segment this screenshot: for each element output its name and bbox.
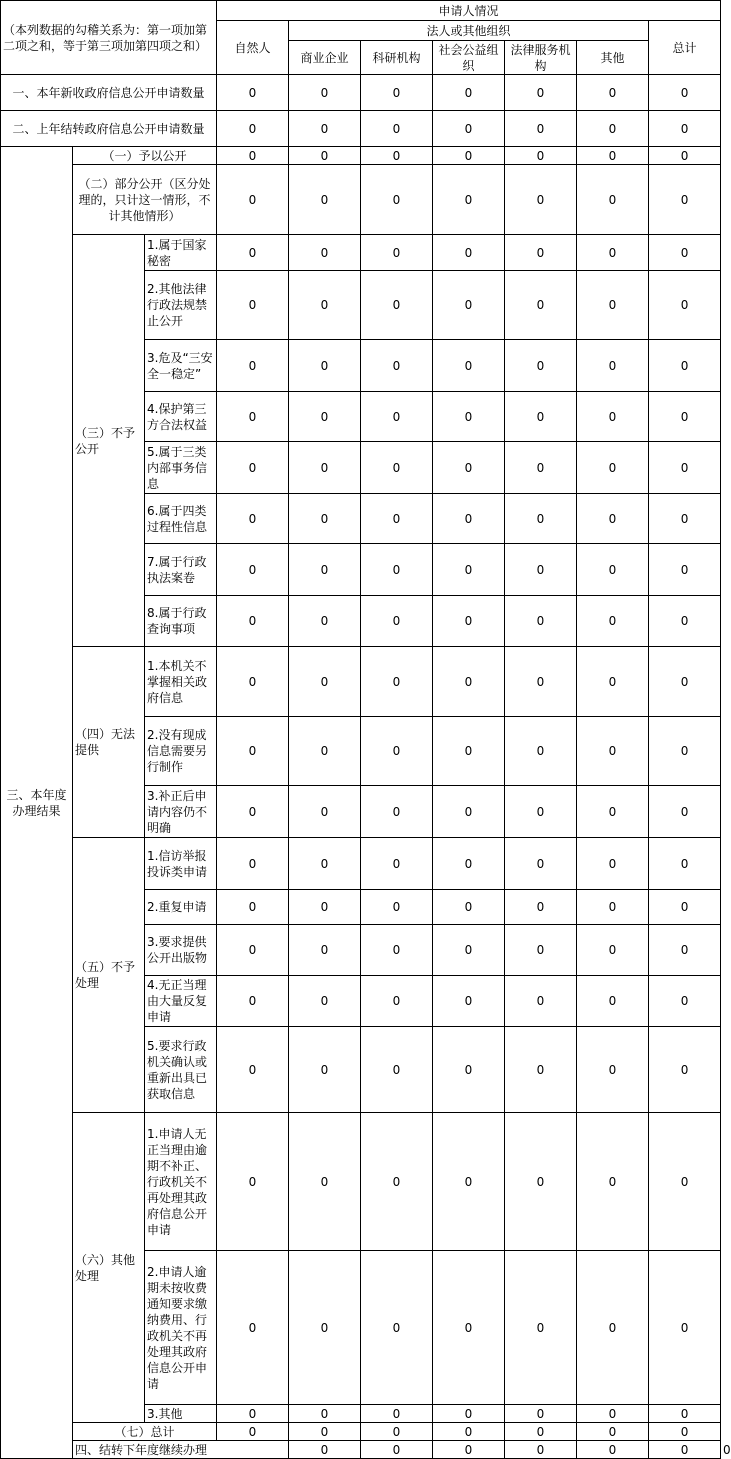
sub-label: 5.属于三类内部事务信息 xyxy=(145,442,217,494)
cell-value: 0 xyxy=(361,544,433,596)
row-g6-1 xyxy=(1,1113,721,1251)
cell-value: 0 xyxy=(505,890,577,925)
cell-value: 0 xyxy=(577,147,649,165)
header-legal-service: 法律服务机构 xyxy=(505,41,577,75)
cell-value: 0 xyxy=(577,838,649,890)
cell-value: 0 xyxy=(577,494,649,544)
cell-value: 0 xyxy=(577,111,649,147)
group-label: （五）不予处理 xyxy=(73,838,145,1113)
cell-value: 0 xyxy=(361,925,433,976)
row-g4-1 xyxy=(1,647,721,717)
cell-value: 0 xyxy=(217,271,289,340)
sub-label: 5.要求行政机关确认或重新出具已获取信息 xyxy=(145,1027,217,1113)
cell-value: 0 xyxy=(217,147,289,165)
cell-value: 0 xyxy=(505,235,577,271)
cell-value: 0 xyxy=(217,235,289,271)
cell-value: 0 xyxy=(289,1113,361,1251)
header-public-welfare: 社会公益组织 xyxy=(433,41,505,75)
sub-label: 3.要求提供公开出版物 xyxy=(145,925,217,976)
cell-value: 0 xyxy=(649,442,721,494)
cell-value: 0 xyxy=(649,838,721,890)
cell-value: 0 xyxy=(433,786,505,838)
cell-value: 0 xyxy=(289,271,361,340)
sub-label: 2.重复申请 xyxy=(145,890,217,925)
section-label: 四、结转下年度继续办理 xyxy=(73,1441,289,1459)
cell-value: 0 xyxy=(433,235,505,271)
sub-label: 1.本机关不掌握相关政府信息 xyxy=(145,647,217,717)
cell-value: 0 xyxy=(577,544,649,596)
cell-value: 0 xyxy=(217,717,289,786)
header-natural-person: 自然人 xyxy=(217,21,289,75)
cell-value: 0 xyxy=(361,147,433,165)
cell-value: 0 xyxy=(217,838,289,890)
cell-value: 0 xyxy=(217,1113,289,1251)
cell-value: 0 xyxy=(361,838,433,890)
cell-value: 0 xyxy=(361,165,433,235)
cell-value: 0 xyxy=(433,442,505,494)
cell-value: 0 xyxy=(433,392,505,442)
cell-value: 0 xyxy=(433,340,505,392)
sub-label: 4.保护第三方合法权益 xyxy=(145,392,217,442)
cell-value: 0 xyxy=(289,717,361,786)
cell-value: 0 xyxy=(505,1405,577,1423)
cell-value: 0 xyxy=(361,786,433,838)
cell-value: 0 xyxy=(577,442,649,494)
cell-value: 0 xyxy=(433,647,505,717)
cell-value: 0 xyxy=(289,147,361,165)
cell-value: 0 xyxy=(217,976,289,1027)
cell-value: 0 xyxy=(361,1113,433,1251)
cell-value: 0 xyxy=(289,111,361,147)
sub-label: 3.其他 xyxy=(145,1405,217,1423)
cell-value: 0 xyxy=(217,165,289,235)
cell-value: 0 xyxy=(217,647,289,717)
cell-value: 0 xyxy=(649,717,721,786)
row-g1 xyxy=(1,147,721,165)
cell-value: 0 xyxy=(361,271,433,340)
section-label: 三、本年度办理结果 xyxy=(1,147,73,1459)
cell-value: 0 xyxy=(649,596,721,647)
header-other: 其他 xyxy=(577,41,649,75)
row-g2 xyxy=(1,165,721,235)
cell-value: 0 xyxy=(505,976,577,1027)
cell-value: 0 xyxy=(289,1251,361,1405)
cell-value: 0 xyxy=(577,1027,649,1113)
cell-value: 0 xyxy=(361,1251,433,1405)
cell-value: 0 xyxy=(649,1423,721,1441)
cell-value: 0 xyxy=(433,976,505,1027)
sub-label: 3.危及“三安全一稳定” xyxy=(145,340,217,392)
sub-label: 1.申请人无正当理由逾期不补正、行政机关不再处理其政府信息公开申请 xyxy=(145,1113,217,1251)
cell-value: 0 xyxy=(649,925,721,976)
cell-value: 0 xyxy=(433,75,505,111)
cell-value: 0 xyxy=(289,1027,361,1113)
cell-value: 0 xyxy=(505,1113,577,1251)
row-g7 xyxy=(1,1423,721,1441)
sub-label: 1.属于国家秘密 xyxy=(145,235,217,271)
cell-value: 0 xyxy=(505,925,577,976)
group-label: （七）总计 xyxy=(73,1423,217,1441)
cell-value: 0 xyxy=(361,596,433,647)
cell-value: 0 xyxy=(289,647,361,717)
cell-value: 0 xyxy=(289,392,361,442)
cell-value: 0 xyxy=(217,442,289,494)
sub-label: 2.申请人逾期未按收费通知要求缴纳费用、行政机关不再处理其政府信息公开申请 xyxy=(145,1251,217,1405)
sub-label: 1.信访举报投诉类申请 xyxy=(145,838,217,890)
cell-value: 0 xyxy=(361,75,433,111)
cell-value: 0 xyxy=(649,1027,721,1113)
cell-value: 0 xyxy=(433,1441,505,1459)
cell-value: 0 xyxy=(649,1251,721,1405)
cell-value: 0 xyxy=(649,1113,721,1251)
cell-value: 0 xyxy=(577,235,649,271)
cell-value: 0 xyxy=(361,1027,433,1113)
cell-value: 0 xyxy=(505,1423,577,1441)
cell-value: 0 xyxy=(217,494,289,544)
sub-label: 7.属于行政执法案卷 xyxy=(145,544,217,596)
cell-value: 0 xyxy=(433,1423,505,1441)
cell-value: 0 xyxy=(505,717,577,786)
cell-value: 0 xyxy=(505,647,577,717)
cell-value: 0 xyxy=(289,925,361,976)
cell-value: 0 xyxy=(217,75,289,111)
group-label: （六）其他处理 xyxy=(73,1113,145,1423)
cell-value: 0 xyxy=(289,75,361,111)
cell-value: 0 xyxy=(577,717,649,786)
cell-value: 0 xyxy=(433,111,505,147)
cell-value: 0 xyxy=(433,1027,505,1113)
cell-value: 0 xyxy=(361,340,433,392)
row-g3-1 xyxy=(1,235,721,271)
row-s4: 四、结转下年度继续办理 0 0 0 0 0 0 0 xyxy=(1,1441,721,1459)
group-label: （四）无法提供 xyxy=(73,647,145,838)
cell-value: 0 xyxy=(649,647,721,717)
cell-value: 0 xyxy=(577,925,649,976)
cell-value: 0 xyxy=(577,1423,649,1441)
header-note: （本列数据的勾稽关系为：第一项加第二项之和，等于第三项加第四项之和） xyxy=(1,1,217,75)
cell-value: 0 xyxy=(433,890,505,925)
cell-value: 0 xyxy=(505,1027,577,1113)
cell-value: 0 xyxy=(361,392,433,442)
cell-value: 0 xyxy=(649,340,721,392)
cell-value: 0 xyxy=(577,976,649,1027)
sub-label: 6.属于四类过程性信息 xyxy=(145,494,217,544)
cell-value: 0 xyxy=(577,786,649,838)
cell-value: 0 xyxy=(505,147,577,165)
cell-value: 0 xyxy=(505,165,577,235)
header-legal-org: 法人或其他组织 xyxy=(289,21,649,41)
cell-value: 0 xyxy=(217,1405,289,1423)
cell-value: 0 xyxy=(505,271,577,340)
cell-value: 0 xyxy=(433,925,505,976)
cell-value: 0 xyxy=(433,494,505,544)
cell-value: 0 xyxy=(433,147,505,165)
cell-value: 0 xyxy=(217,1423,289,1441)
cell-value: 0 xyxy=(577,1113,649,1251)
cell-value: 0 xyxy=(289,165,361,235)
row-s2 xyxy=(1,111,721,147)
cell-value: 0 xyxy=(361,717,433,786)
cell-value: 0 xyxy=(577,647,649,717)
cell-value: 0 xyxy=(289,544,361,596)
cell-value: 0 xyxy=(361,235,433,271)
cell-value: 0 xyxy=(433,1251,505,1405)
cell-value: 0 xyxy=(289,1423,361,1441)
cell-value: 0 xyxy=(361,442,433,494)
cell-value: 0 xyxy=(217,1251,289,1405)
cell-value: 0 xyxy=(433,717,505,786)
cell-value: 0 xyxy=(649,111,721,147)
cell-value: 0 xyxy=(289,838,361,890)
section-label: 二、上年结转政府信息公开申请数量 xyxy=(1,111,217,147)
sub-label: 8.属于行政查询事项 xyxy=(145,596,217,647)
cell-value: 0 xyxy=(433,1113,505,1251)
cell-value: 0 xyxy=(433,271,505,340)
cell-value: 0 xyxy=(577,165,649,235)
cell-value: 0 xyxy=(361,1423,433,1441)
cell-value: 0 xyxy=(577,1405,649,1423)
cell-value: 0 xyxy=(649,392,721,442)
cell-value: 0 xyxy=(289,786,361,838)
cell-value: 0 xyxy=(649,75,721,111)
cell-value: 0 xyxy=(433,165,505,235)
cell-value: 0 xyxy=(361,111,433,147)
cell-value: 0 xyxy=(505,1251,577,1405)
cell-value: 0 xyxy=(361,647,433,717)
cell-value: 0 xyxy=(505,494,577,544)
group-label: （一）予以公开 xyxy=(73,147,217,165)
cell-value: 0 xyxy=(505,340,577,392)
cell-value: 0 xyxy=(217,890,289,925)
cell-value: 0 xyxy=(289,1441,361,1459)
cell-value: 0 xyxy=(289,494,361,544)
cell-value: 0 xyxy=(217,925,289,976)
cell-value: 0 xyxy=(217,544,289,596)
cell-value: 0 xyxy=(577,340,649,392)
cell-value: 0 xyxy=(505,786,577,838)
cell-value: 0 xyxy=(649,544,721,596)
cell-value: 0 xyxy=(361,1441,433,1459)
cell-value: 0 xyxy=(289,596,361,647)
cell-value: 0 xyxy=(577,1441,649,1459)
cell-value: 0 xyxy=(577,890,649,925)
header-applicant: 申请人情况 xyxy=(217,1,721,21)
cell-value: 0 xyxy=(217,340,289,392)
cell-value: 0 xyxy=(505,75,577,111)
cell-value: 0 xyxy=(649,271,721,340)
cell-value: 0 xyxy=(505,442,577,494)
cell-value: 0 xyxy=(289,235,361,271)
cell-value: 0 xyxy=(577,1251,649,1405)
row-s1 xyxy=(1,75,721,111)
cell-value: 0 xyxy=(433,1405,505,1423)
group-label: （二）部分公开（区分处理的，只计这一情形，不计其他情形） xyxy=(73,165,217,235)
cell-value: 0 xyxy=(505,111,577,147)
cell-value: 0 xyxy=(433,596,505,647)
row-g5-1 xyxy=(1,838,721,890)
header-research: 科研机构 xyxy=(361,41,433,75)
cell-value: 0 xyxy=(577,596,649,647)
cell-value: 0 xyxy=(505,838,577,890)
section-label: 一、本年新收政府信息公开申请数量 xyxy=(1,75,217,111)
cell-value: 0 xyxy=(217,392,289,442)
cell-value: 0 xyxy=(217,786,289,838)
cell-value: 0 xyxy=(505,544,577,596)
cell-value: 0 xyxy=(505,392,577,442)
cell-value: 0 xyxy=(577,75,649,111)
cell-value: 0 xyxy=(649,890,721,925)
cell-value: 0 xyxy=(649,1441,721,1459)
cell-value: 0 xyxy=(217,596,289,647)
header-commercial: 商业企业 xyxy=(289,41,361,75)
cell-value: 0 xyxy=(361,890,433,925)
header-total: 总计 xyxy=(649,21,721,75)
cell-value: 0 xyxy=(649,494,721,544)
sub-label: 4.无正当理由大量反复申请 xyxy=(145,976,217,1027)
cell-value: 0 xyxy=(289,1405,361,1423)
cell-value: 0 xyxy=(577,271,649,340)
sub-label: 2.其他法律行政法规禁止公开 xyxy=(145,271,217,340)
cell-value: 0 xyxy=(289,442,361,494)
cell-value: 0 xyxy=(433,838,505,890)
cell-value: 0 xyxy=(217,111,289,147)
cell-value: 0 xyxy=(433,544,505,596)
cell-value: 0 xyxy=(649,976,721,1027)
cell-value: 0 xyxy=(289,890,361,925)
cell-value: 0 xyxy=(361,1405,433,1423)
cell-value: 0 xyxy=(361,976,433,1027)
sub-label: 2.没有现成信息需要另行制作 xyxy=(145,717,217,786)
cell-value: 0 xyxy=(505,1441,577,1459)
cell-value: 0 xyxy=(649,786,721,838)
cell-value: 0 xyxy=(505,596,577,647)
cell-value: 0 xyxy=(649,147,721,165)
cell-value: 0 xyxy=(649,165,721,235)
cell-value: 0 xyxy=(649,1405,721,1423)
cell-value: 0 xyxy=(577,392,649,442)
sub-label: 3.补正后申请内容仍不明确 xyxy=(145,786,217,838)
cell-value: 0 xyxy=(361,494,433,544)
group-label: （三）不予公开 xyxy=(73,235,145,647)
cell-value: 0 xyxy=(649,235,721,271)
cell-value: 0 xyxy=(217,1027,289,1113)
cell-value: 0 xyxy=(289,340,361,392)
cell-value: 0 xyxy=(289,976,361,1027)
